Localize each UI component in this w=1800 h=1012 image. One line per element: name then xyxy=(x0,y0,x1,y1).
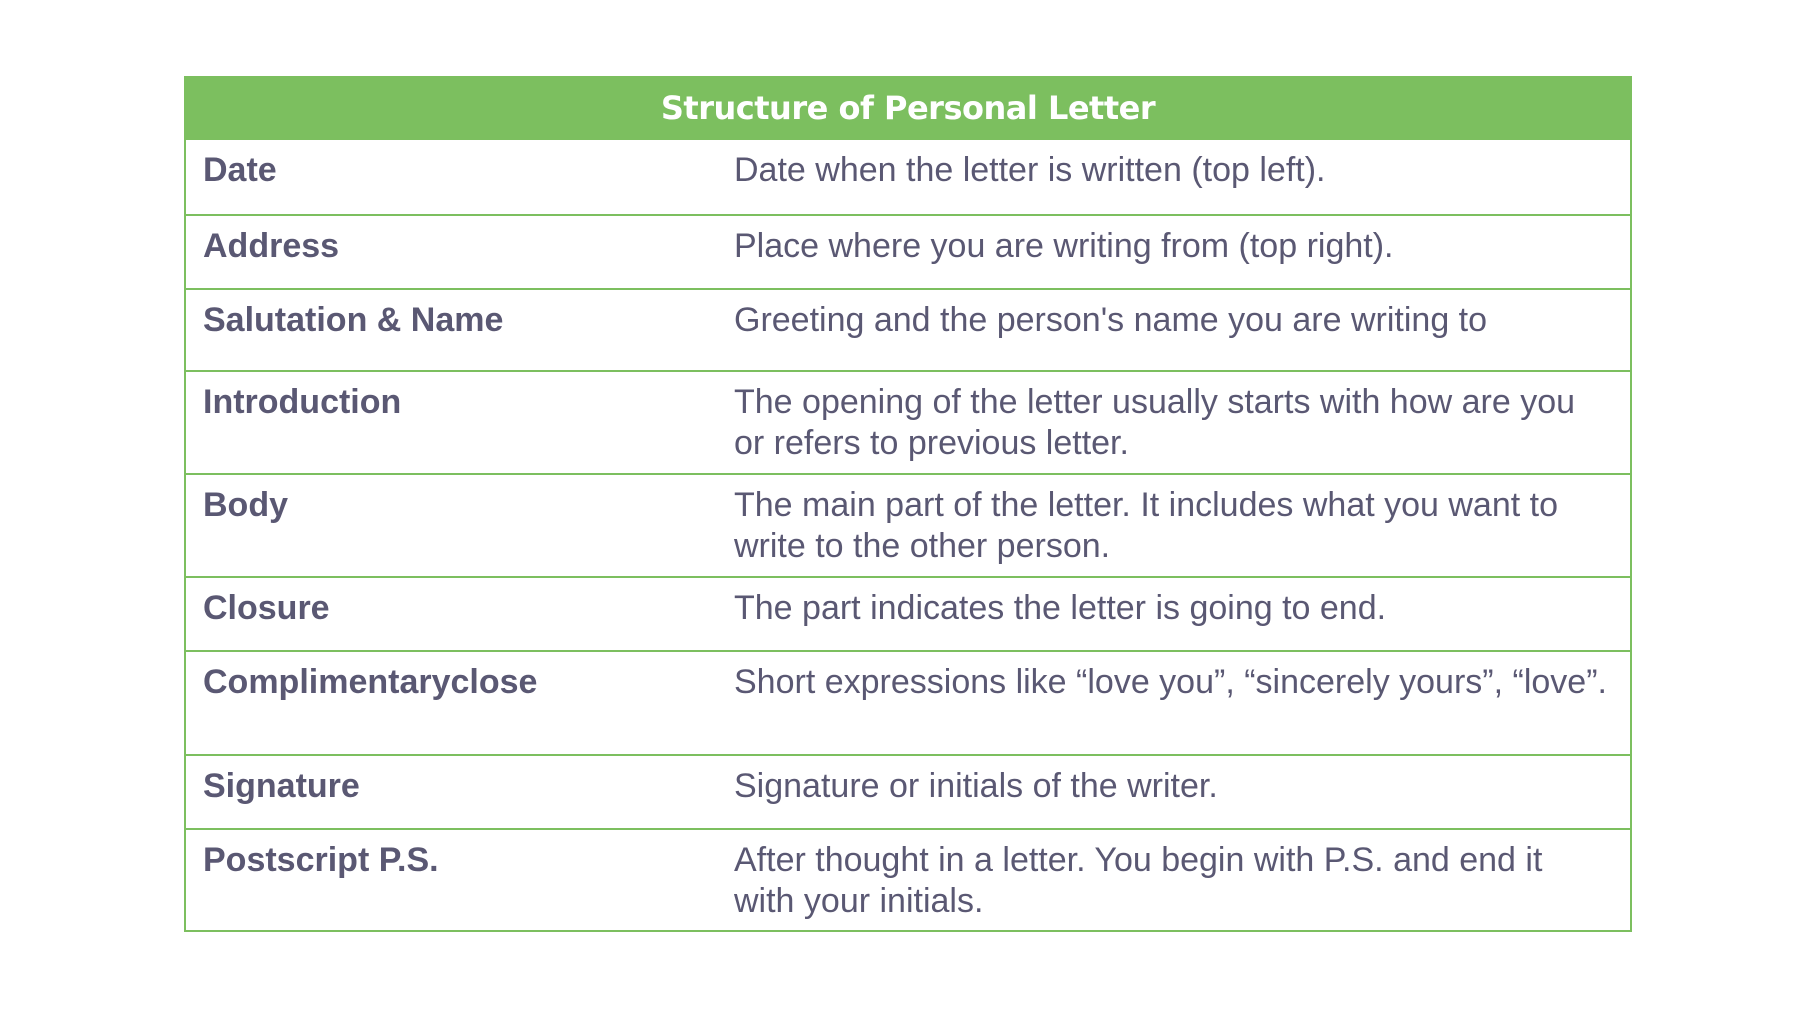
row-term: Introduction xyxy=(203,383,402,421)
row-term: Postscript P.S. xyxy=(203,841,439,879)
table-title: Structure of Personal Letter xyxy=(186,78,1630,140)
row-term: Date xyxy=(203,151,277,189)
row-term: Closure xyxy=(203,589,330,627)
table-row xyxy=(186,828,1630,930)
row-term: Signature xyxy=(203,767,360,805)
table-row xyxy=(186,288,1630,370)
row-description: The part indicates the letter is going to end. xyxy=(734,589,1387,627)
letter-structure-table xyxy=(184,76,1632,932)
row-description: Place where you are writing from (top right). xyxy=(734,227,1394,265)
row-description: Signature or initials of the writer. xyxy=(734,767,1218,805)
table-row xyxy=(186,140,1630,214)
row-description: The opening of the letter usually starts with how are you or refers to previous letter. xyxy=(734,383,1576,462)
row-term: Salutation & Name xyxy=(203,301,504,339)
row-term: Complimentaryclose xyxy=(203,663,538,701)
row-term: Address xyxy=(203,227,340,265)
row-description: Short expressions like “love you”, “sincerely yours”, “love”. xyxy=(734,663,1607,701)
table-body xyxy=(186,140,1630,930)
table-row xyxy=(186,370,1630,473)
table-row xyxy=(186,576,1630,650)
row-description: The main part of the letter. It includes what you want to write to the other person. xyxy=(734,486,1559,565)
table-row xyxy=(186,650,1630,754)
row-description: Date when the letter is written (top left). xyxy=(734,151,1326,189)
table-row xyxy=(186,214,1630,288)
table-row xyxy=(186,754,1630,828)
row-description: After thought in a letter. You begin with P.S. and end it with your initials. xyxy=(734,841,1543,920)
row-description: Greeting and the person's name you are writing to xyxy=(734,301,1488,339)
row-term: Body xyxy=(203,486,288,524)
table-row xyxy=(186,473,1630,576)
